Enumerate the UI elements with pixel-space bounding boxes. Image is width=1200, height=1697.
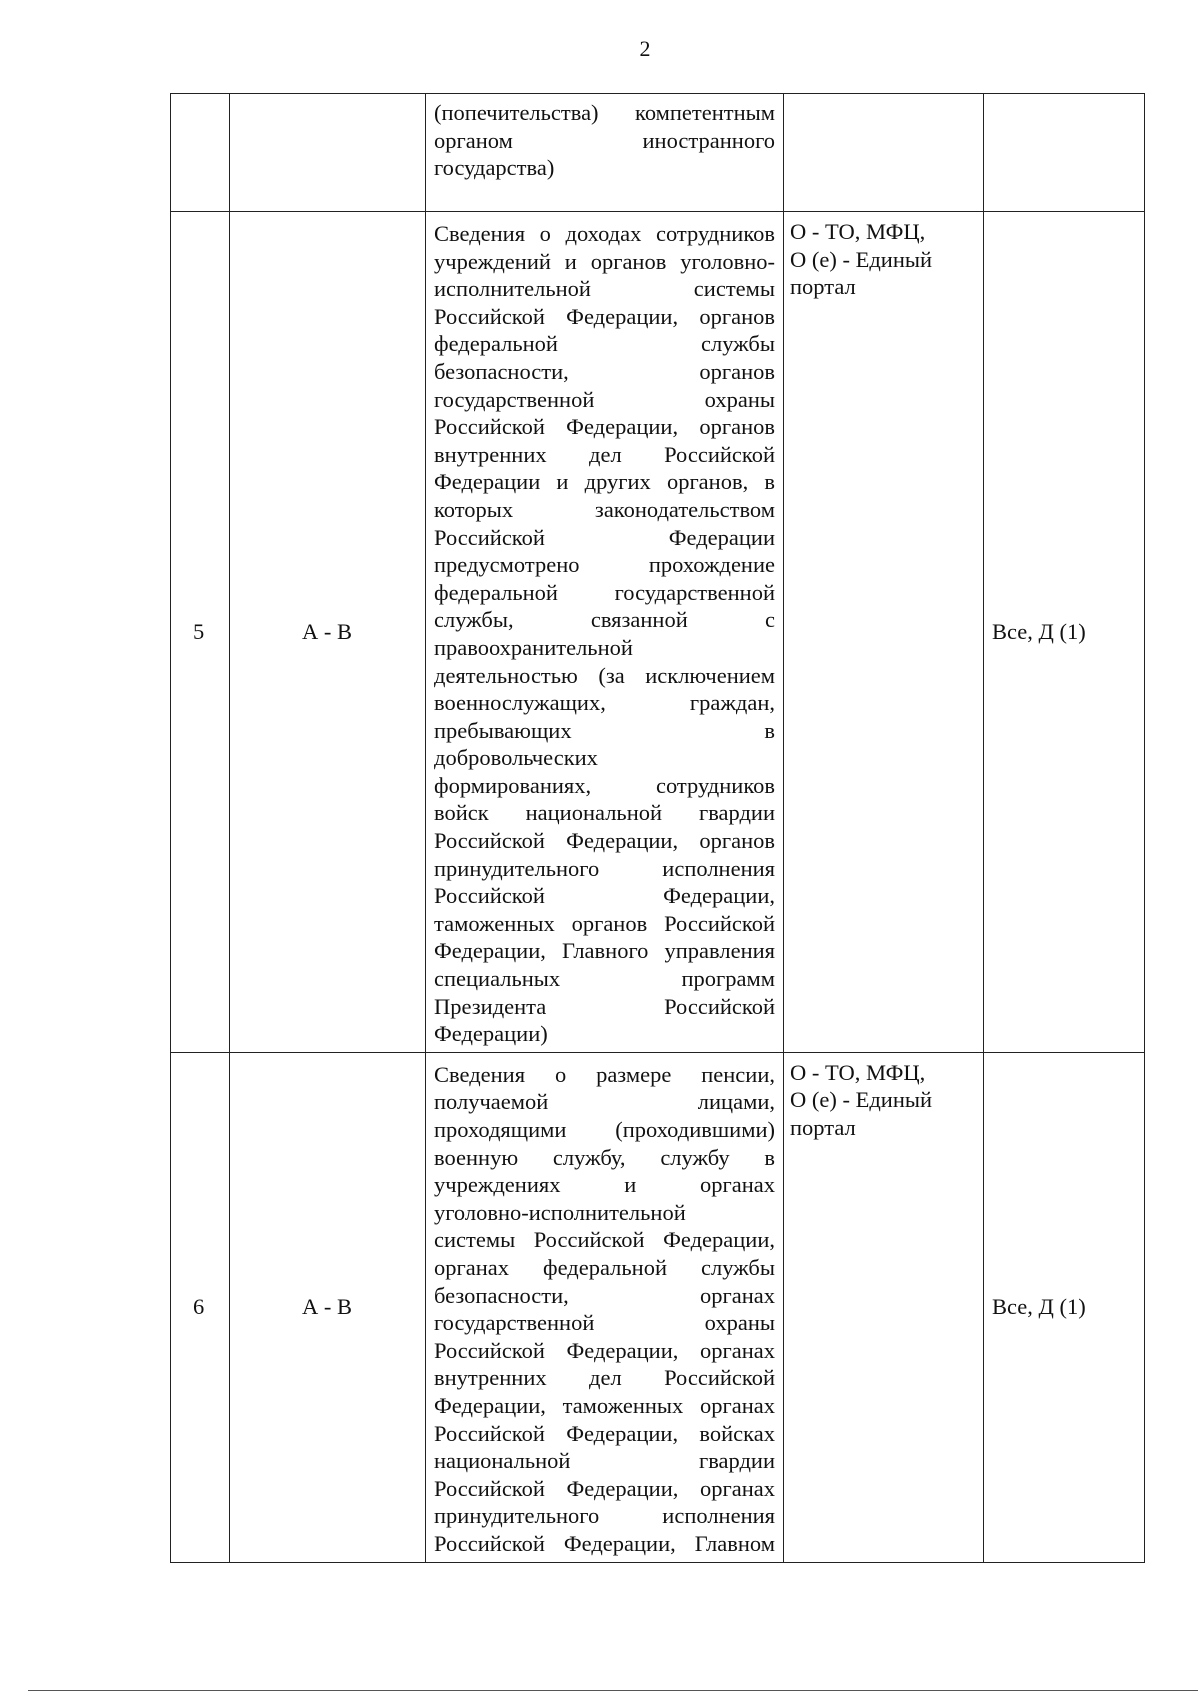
row-method-cell [784,1052,984,1562]
row-access-cell [984,94,1145,212]
description-line: специальных программ [434,966,775,992]
description-line: Сведения о размере пенсии, [434,1061,775,1087]
description-line: Федерации, таможенных органах [434,1392,775,1418]
row-description-cell [426,1052,784,1562]
description-line: Федерации и других органов, в [434,469,775,495]
description-line: таможенных органов Российской [434,910,775,936]
description-line: уголовно-исполнительной [434,1199,686,1225]
description-line: получаемой лицами, [434,1089,775,1115]
description-line: Российской Федерации, органах [434,1475,775,1501]
description-line: Российской Федерации, войсках [434,1420,775,1446]
description-line: Российской Федерации, органов [434,828,775,854]
description-line: федеральной службы [434,331,775,357]
description-line: учреждений и органов уголовно- [434,248,775,274]
row-method-cell [784,94,984,212]
description-line: войск национальной гвардии [434,800,775,826]
description-line: безопасности, органах [434,1282,775,1308]
description-line: формированиях, сотрудников [434,772,775,798]
description-line: военнослужащих, граждан, [434,690,775,716]
table-row [171,94,1145,212]
description-line: национальной гвардии [434,1448,775,1474]
description-line: принудительного исполнения [434,855,775,881]
description-line: Российской Федерации, Главном [434,1530,775,1556]
description-line: Сведения о доходах сотрудников [434,221,775,246]
description-line: внутренних дел Российской [434,1365,775,1391]
description-line: исполнительной системы [434,276,775,302]
description-line: учреждениях и органах [434,1172,775,1198]
page-number: 2 [639,36,651,61]
description-line: службы, связанной с [434,607,775,633]
method-line: О (е) - Единый [790,246,933,272]
row-number-cell: 5 [171,212,230,1053]
description-line: пребывающих в [434,717,775,743]
method-line: О (е) - Единый [790,1087,933,1113]
description-line: Президента Российской [434,993,775,1019]
row-number-cell [171,94,230,212]
description-line: безопасности, органов [434,358,775,384]
description-line: принудительного исполнения [434,1503,775,1529]
row-method-cell [784,212,984,1053]
table-row [171,212,1145,1053]
description-line: Российской Федерации, органов [434,414,775,440]
description-line: которых законодательством [434,496,775,522]
row-description-cell [426,94,784,212]
description-line: федеральной государственной [434,579,775,605]
description-line: Российской Федерации, органов [434,303,775,329]
description-line: правоохранительной [434,634,633,660]
description-line: Российской Федерации, органах [434,1337,775,1363]
description-line: проходящими (проходившими) [434,1117,775,1142]
description-line: государства) [434,155,555,181]
method-line: О - ТО, МФЦ, [790,219,926,244]
method-line: портал [790,274,856,300]
description-line: органах федеральной службы [434,1254,775,1280]
description-line: Российской Федерации, [434,883,775,909]
row-access-cell: Все, Д (1) [984,1052,1145,1562]
description-line: органом иностранного [434,127,775,153]
bottom-divider [28,1690,1198,1691]
description-line: добровольческих [434,745,598,771]
method-line: О - ТО, МФЦ, [790,1059,926,1085]
row-code-cell [230,94,426,212]
description-line: государственной охраны [434,386,775,412]
description-line: военную службу, службу в [434,1144,775,1170]
description-line: Российской Федерации [434,524,775,550]
description-line: предусмотрено прохождение [434,552,775,578]
row-description-cell [426,212,784,1053]
description-line: Федерации) [434,1021,548,1047]
table-row [171,1052,1145,1562]
row-number-cell: 6 [171,1052,230,1562]
row-code-cell: А - В [230,212,426,1053]
method-line: портал [790,1115,856,1140]
document-table [170,93,1145,1563]
table-body [171,94,1145,1563]
description-line: системы Российской Федерации, [434,1227,775,1253]
description-line: (попечительства) компетентным [434,100,775,125]
description-line: деятельностью (за исключением [434,662,775,688]
description-line: государственной охраны [434,1310,775,1336]
row-access-cell: Все, Д (1) [984,212,1145,1053]
description-line: внутренних дел Российской [434,441,775,467]
description-line: Федерации, Главного управления [434,938,775,964]
row-code-cell: А - В [230,1052,426,1562]
